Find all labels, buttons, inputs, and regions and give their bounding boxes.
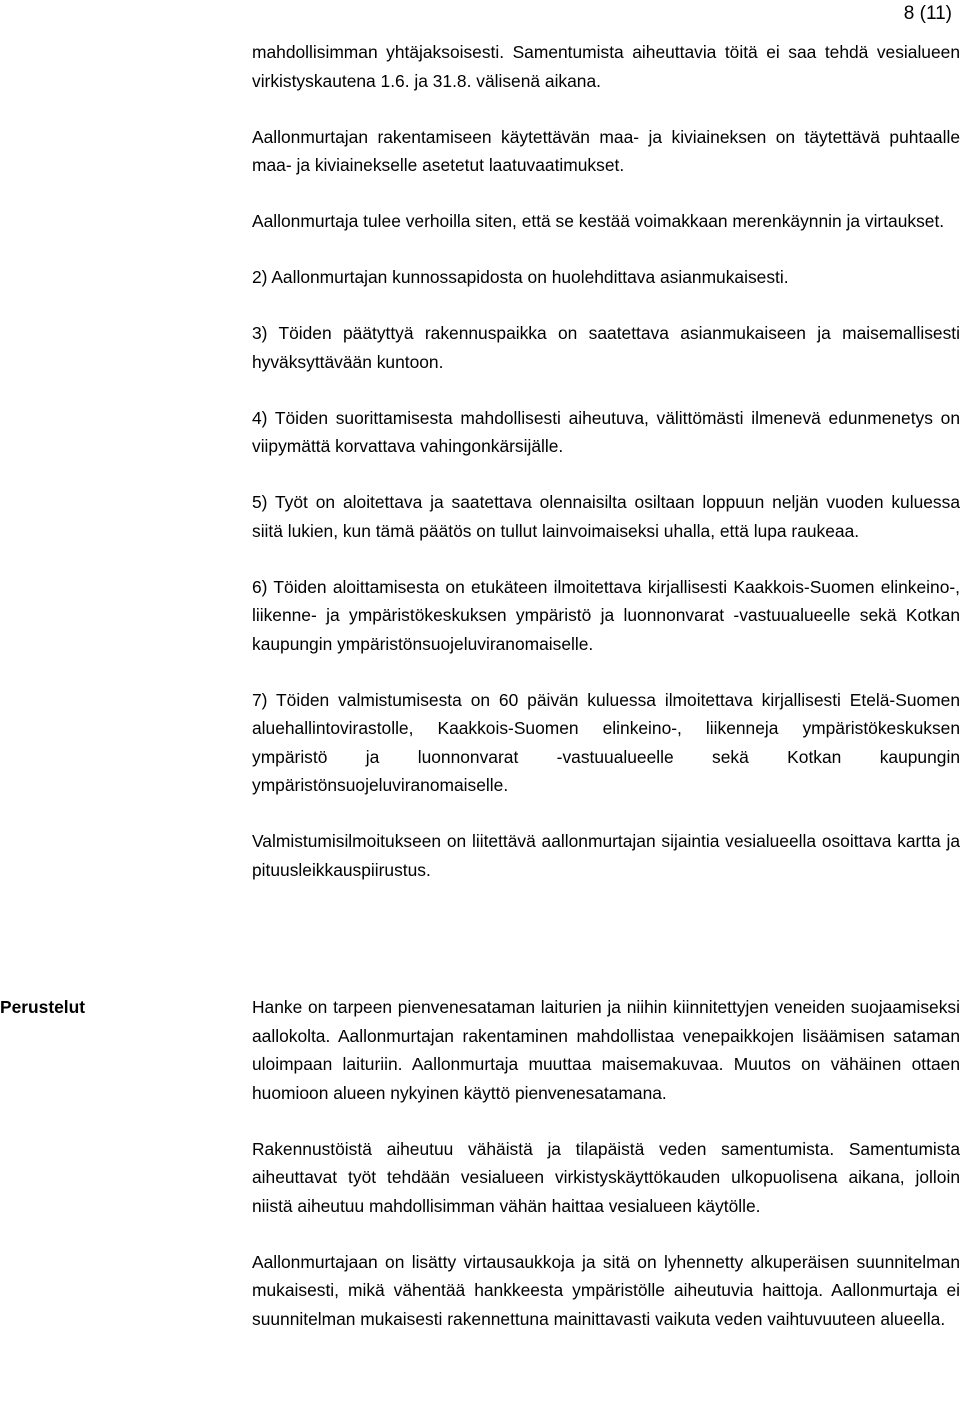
condition-4: 4) Töiden suorittamisesta mahdollisesti aiheutuva, välittömästi ilmenevä edunmenetys on viipymättä korvattava vahingonkärsijälle. (252, 407, 960, 456)
page-number: 8 (11) (903, 3, 952, 24)
paragraph-completion-notice: Valmistumisilmoitukseen on liitettävä aallonmurtajan sijaintia vesialueella osoittava kartta ja pituusleikkauspiirustus. (252, 831, 960, 880)
condition-6: 6) Töiden aloittamisesta on etukäteen ilmoitettava kirjallisesti Kaakkois-Suomen elinkeino-, liikenne- ja ympäristökeskuksen ympäristö ja luonnonvarat -vastuualueelle sekä Kotkan kaupungin ympäristönsuojeluviranomaiselle. (252, 576, 960, 654)
paragraph-material-quality: Aallonmurtajan rakentamiseen käytettävän maa- ja kiviaineksen on täytettävä puhtaalle maa- ja kiviainekselle asetetut laatuvaatimukset. (252, 126, 960, 175)
reasoning-paragraph-3: Aallonmurtajaan on lisätty virtausaukkoja ja sitä on lyhennetty alkuperäisen suunnitelman mukaisesti, mikä vähentää hankkeesta ympäristölle aiheutuvia haittoja. Aallonmurtaja ei suunnitelman mukaisesti rakennettuna mainittavasti vaikuta veden vaihtuvuuteen alueella. (252, 1251, 960, 1329)
reasoning-paragraph-2: Rakennustöistä aiheutuu vähäistä ja tilapäistä veden samentumista. Samentumista aiheuttavat työt tehdään vesialueen virkistyskäyttökauden ulkopuolisena aikana, jolloin niistä aiheutuu mahdollisimman vähän haittaa vesialueen käytölle. (252, 1138, 960, 1216)
paragraph-continuation: mahdollisimman yhtäjaksoisesti. Samentumista aiheuttavia töitä ei saa tehdä vesialueen virkistyskautena 1.6. ja 31.8. välisenä aikana. (252, 42, 960, 91)
condition-3: 3) Töiden päätyttyä rakennuspaikka on saatettava asianmukaiseen ja maisemallisesti hyväksyttävään kuntoon. (252, 323, 960, 372)
condition-5: 5) Työt on aloitettava ja saatettava olennaisilta osiltaan loppuun neljän vuoden kuluessa siitä lukien, kun tämä päätös on tullut lainvoimaiseksi uhalla, että lupa raukeaa. (252, 492, 960, 541)
condition-2: 2) Aallonmurtajan kunnossapidosta on huolehdittava asianmukaisesti. (252, 267, 789, 287)
permit-conditions-section (252, 38, 960, 884)
condition-7: 7) Töiden valmistumisesta on 60 päivän kuluessa ilmoitettava kirjallisesti Etelä-Suomen aluehallintovirastolle, Kaakkois-Suomen elinkeino-, liikenneja ympäristökeskuksen ympäristö ja luonnonvarat -vastuualueelle sekä Kotkan kaupungin ympäristönsuojeluviranomaiselle. (252, 689, 960, 795)
reasoning-label: Perustelut (0, 997, 86, 1017)
reasoning-section (252, 993, 960, 1333)
reasoning-paragraph-1: Hanke on tarpeen pienvenesataman laiturien ja niihin kiinnitettyjen veneiden suojaamiseksi aallokolta. Aallonmurtajan rakentaminen mahdollistaa venepaikkojen lisäämisen sataman uloimpaan laituriin. Aallonmurtaja muuttaa maisemakuvaa. Muutos on vähäinen ottaen huomioon alueen nykyinen käyttö pienvenesatamana. (252, 997, 960, 1103)
paragraph-cladding: Aallonmurtaja tulee verhoilla siten, että se kestää voimakkaan merenkäynnin ja virtaukset. (252, 211, 945, 231)
